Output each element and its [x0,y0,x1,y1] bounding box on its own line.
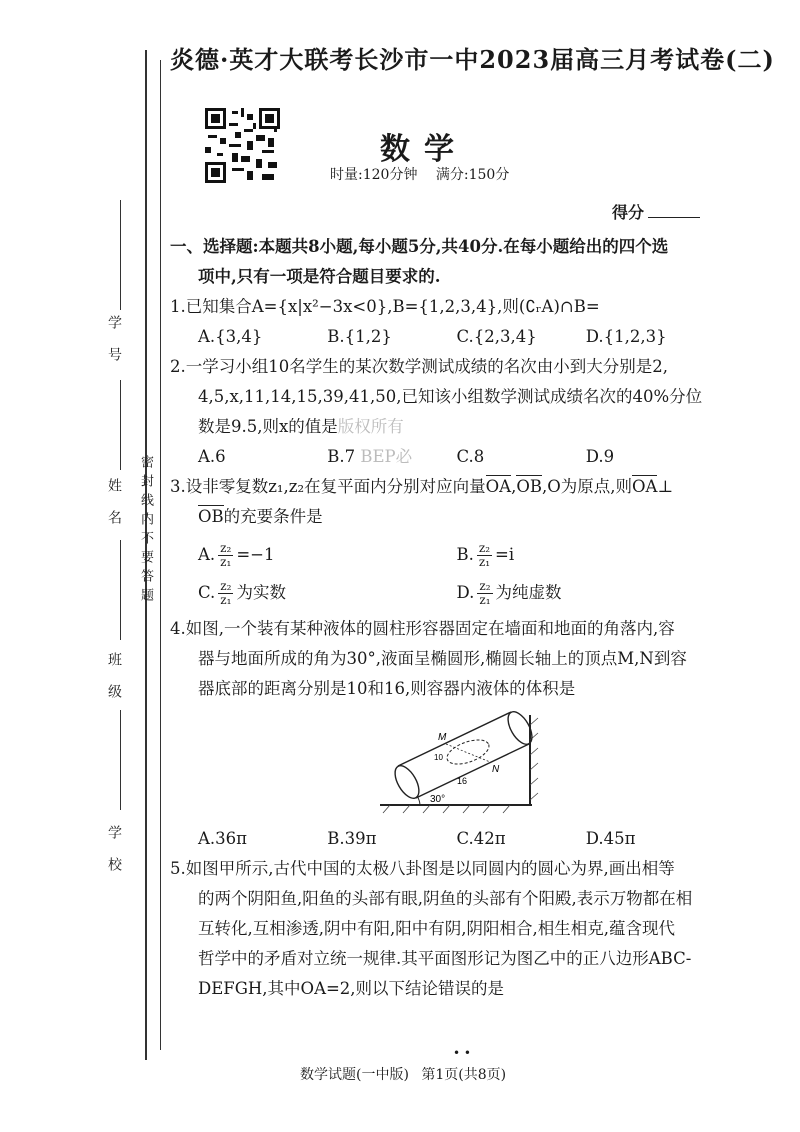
q2-option-b: B.7 BEP必 [327,447,413,466]
q4-stem-3: 器底部的距离分别是10和16,则容器内液体的体积是 [198,679,576,698]
q3-option-d: D. $\frac{\text{z₂}}{\text{z₁}}$ 为纯虚数 [456,578,562,607]
section-heading-2: 项中,只有一项是符合题目要求的. [198,267,441,286]
score-blank [648,203,700,218]
q2-stem-2: 4,5,x,11,14,15,39,41,50,已知该小组数学测试成绩名次的40%分位 [198,387,703,406]
q2-option-c: C.8 [456,447,485,466]
q5-stem-3: 互转化,互相渗透,阴中有阳,阳中有阴,阴阳相合,相生相克,蕴含现代 [198,919,675,938]
page-number: 第1页(共8页) [421,1067,507,1083]
label-ten: 10 [434,753,443,762]
seal-notice: 密封线内不要答题 [138,455,153,607]
name-blank [120,380,121,470]
q3-option-c: C. $\frac{\text{z₂}}{\text{z₁}}$ 为实数 [198,578,286,607]
fraction: $\frac{\text{z₂}}{\text{z₁}}$ [220,540,232,569]
full-score: 满分:150分 [435,167,510,183]
time-limit: 时量:120分钟 [330,167,418,183]
q3-option-a: A. $\frac{\text{z₂}}{\text{z₁}}$ =−1 [198,540,275,569]
fraction: $\frac{\text{z₂}}{\text{z₁}}$ [479,578,491,607]
q5-stem-1: 5.如图甲所示,古代中国的太极八卦图是以同圆内的圆心为界,画出相等 [170,859,675,878]
fraction: $\frac{\text{z₂}}{\text{z₁}}$ [220,578,232,607]
q4-options [170,824,715,854]
q5-stem-4: 哲学中的矛盾对立统一规律.其平面图形记为图乙中的正八边形ABC- [198,949,692,968]
subject-title: 数学 [380,132,468,167]
score-field [612,200,700,223]
q5-stem-5: DEFGH,其中OA=2,则以下结论错误的是 [198,979,505,998]
q3-stem-2: OB的充要条件是 [170,502,715,532]
q5-stem-2: 的两个阴阳鱼,阳鱼的头部有眼,阴鱼的头部有个阳殿,表示万物都在相 [198,889,693,908]
vector-oa-2: OA [632,472,657,502]
label-angle: 30° [430,794,446,805]
score-label: 得分 [612,203,645,222]
section-heading-1: 一、选择题:本题共8小题,每小题5分,共40分.在每小题给出的四个选 [170,237,669,256]
cylinder-figure [380,710,550,820]
exam-title: 炎德·英才大联考长沙市一中2023届高三月考试卷(二) [170,45,775,74]
binding-line-inner [160,60,161,1050]
class-label: 班级 [106,652,122,716]
page-footer [300,1064,506,1084]
exam-info [330,164,509,184]
q2-option-a: A.6 [198,447,226,466]
label-sixteen: 16 [457,776,468,786]
q3-options-row-2 [170,578,715,608]
q1-stem: 1.已知集合A={x|x²−3x<0},B={1,2,3,4},则(∁ᵣA)∩B= [170,297,600,316]
q1-option-b: B.{1,2} [327,327,392,346]
q4-option-b: B.39π [327,829,377,848]
watermark-stamp: BEP必 [360,447,413,466]
vector-ob: OB [516,472,542,502]
q3-stem-1: 3.设非零复数z₁,z₂在复平面内分别对应向量OA,OB,O为原点,则OA⊥ [170,472,715,502]
continuation-dots: • • [453,1046,471,1060]
id-label: 学号 [106,315,122,379]
class-blank [120,540,121,640]
q2-stem-1: 2.一学习小组10名学生的某次数学测试成绩的名次由小到大分别是2, [170,357,668,376]
name-label: 姓名 [106,478,122,542]
vector-oa: OA [486,472,511,502]
q4-stem-1: 4.如图,一个装有某种液体的圆柱形容器固定在墙面和地面的角落内,容 [170,619,675,638]
id-blank [120,200,121,310]
q4-option-c: C.42π [456,829,506,848]
q1-option-a: A.{3,4} [198,327,263,346]
school-label: 学校 [106,825,122,889]
q2-stem-3: 数是9.5,则x的值是版权所有 [198,417,404,436]
vector-ob-2: OB [198,502,224,532]
fraction: $\frac{\text{z₂}}{\text{z₁}}$ [478,540,491,569]
q4-stem-2: 器与地面所成的角为30°,液面呈椭圆形,椭圆长轴上的顶点M,N到容 [198,649,687,668]
footer-label: 数学试题(一中版) [300,1067,409,1083]
label-m: M [438,732,447,743]
q2-option-d: D.9 [585,447,615,466]
label-n: N [492,764,500,775]
q3-option-b: B. $\frac{\text{z₂}}{\text{z₁}}$ =i [456,540,515,569]
question-area [170,232,715,1004]
q2-options [170,442,715,472]
q1-options [170,322,715,352]
q4-option-d: D.45π [585,829,636,848]
qr-code [205,108,280,183]
q1-option-c: C.{2,3,4} [456,327,537,346]
school-blank [120,710,121,810]
q1-option-d: D.{1,2,3} [585,327,667,346]
q4-option-a: A.36π [198,829,248,848]
watermark-text: 版权所有 [337,417,404,436]
q3-options-row-1 [170,540,715,570]
